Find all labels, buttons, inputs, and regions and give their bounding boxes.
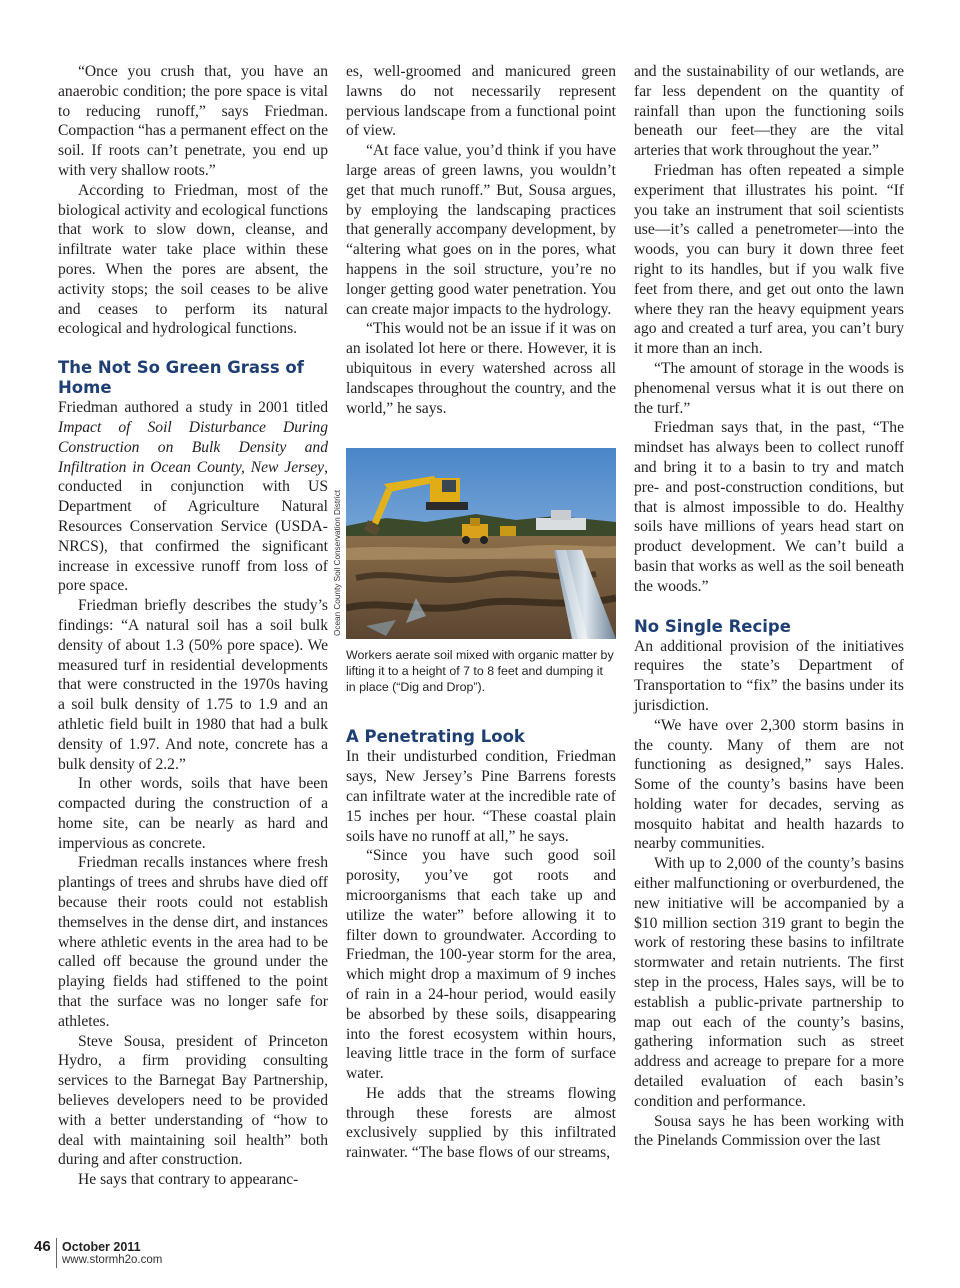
paragraph-study: [58, 398, 328, 596]
column-1: [58, 62, 328, 1190]
paragraph: “This would not be an issue if it was on an isolated lot here or there. However, it is ubiquitous in every watershed across all landscapes throughout the country, and the world,” he says.: [346, 320, 616, 417]
section-heading-not-so-green-grass: The Not So Green Grass of Home: [58, 358, 304, 398]
section-heading-no-single-recipe: No Single Recipe: [634, 616, 791, 636]
column-3: [634, 62, 904, 1151]
paragraph: Friedman recalls instances where fresh plantings of trees and shrubs have died off because their roots could not establish themselves in the dense dirt, and instances where athletic events in the area had to be called off because the ground under the playing fields had stiffened to the point that the surface was no longer safe for athletes.: [58, 854, 328, 1030]
paragraph: An additional provision of the initiatives requires the state’s Department of Transportation to “fix” the basins under its jurisdiction.: [634, 637, 904, 714]
figure: Ocean County Soil Conservation District: [346, 448, 616, 639]
paragraph: “Once you crush that, you have an anaerobic condition; the pore space is vital to reducing runoff,” says Friedman. Compaction “has a permanent effect on the soil. If roots can’t penetrate, you end up with very shallow roots.”: [58, 63, 328, 179]
page-number: 46: [34, 1238, 51, 1255]
paragraph: Sousa says he has been working with the Pinelands Commission over the last: [634, 1112, 904, 1150]
study-title: Impact of Soil Disturbance During Construction on Bulk Density and Infiltration in Ocean County, New Jersey: [58, 418, 328, 476]
paragraph: “We have over 2,300 storm basins in the county. Many of them are not functioning as designed,” says Hales. Some of the county’s basins have been holding water for decades, serving as mosquito habitat and health hazards to nearby communities.: [634, 716, 904, 853]
paragraph: In other words, soils that have been compacted during the construction of a home site, can be nearly as hard and impervious as concrete.: [58, 775, 328, 852]
text-run: Friedman authored a study in 2001 titled: [58, 399, 328, 417]
paragraph: He adds that the streams flowing through these forests are almost exclusively supplied by this infiltrated rainwater. “The base flows of our streams,: [346, 1084, 616, 1162]
website-link[interactable]: www.stormh2o.com: [62, 1254, 163, 1266]
paragraph: “Since you have such good soil porosity, you’ve got roots and microorganisms that each take up and utilize the water” before allowing it to filter down to groundwater. According to Friedman, the 100-year storm for the area, which might drop a maximum of 9 inches of rain in a 24-hour period, would easily be absorbed by these soils, disappearing into the forest ecosystem within hours, leaving little trace in the form of surface water.: [346, 847, 616, 1083]
paragraph: According to Friedman, most of the biological activity and ecological functions that work to slow down, cleanse, and infiltrate water take place within these pores. When the pores are absent, the activity stops; the soil ceases to be alive and ceases to perform its natural ecological and hydrological functions.: [58, 181, 328, 338]
paragraph: Friedman says that, in the past, “The mindset has always been to collect runoff and bring it to a basin to try and match pre- and post-construction conditions, but that is almost impossible to do. Healthy soils have millions of years head start on product development. We can’t build a basin that works as well as the soil beneath the woods.”: [634, 419, 904, 595]
column-2: [333, 62, 616, 1163]
footer-divider: [56, 1238, 57, 1268]
text-run: , conducted in conjunction with US Department of Agriculture Natural Resources Conservation Service (USDA-NRCS), that confirmed the significant increase in excessive runoff from loss of pore space.: [58, 458, 328, 595]
paragraph: He says that contrary to appearanc-: [78, 1171, 299, 1189]
paragraph: In their undisturbed condition, Friedman says, New Jersey’s Pine Barrens forests can infiltrate water at the incredible rate of 15 inches per hour. “These coastal plain soils have no runoff at all,” he says.: [346, 748, 616, 845]
paragraph: and the sustainability of our wetlands, are far less dependent on the quantity of rainfall than upon the functioning soils beneath our feet—they are the vital arteries that work throughout the year.”: [634, 63, 904, 160]
paragraph: Steve Sousa, president of Princeton Hydro, a firm providing consulting services to the Barnegat Bay Partnership, believes developers need to be provided with a better understanding of “how to deal with maintaining soil health” both during and after construction.: [58, 1032, 328, 1169]
paragraph: Friedman briefly describes the study’s findings: “A natural soil has a soil bulk density of about 1.3 (50% pore space). We measured turf in residential developments that were constructed in the 1970s having a soil bulk density of 1.75 to 1.9 and an athletic field built in 1980 that had a bulk density of 1.97. And note, concrete has a bulk density of 2.2.”: [58, 597, 328, 773]
paragraph: Friedman has often repeated a simple experiment that illustrates his point. “If you take an instrument that soil scientists use—it’s called a penetrometer—into the woods, you can bury it down three feet right to its handles, but if you walk five feet from there, and get out onto the lawn where they ran the heavy equipment years ago and created a turf area, you can’t bury it more than an inch.: [634, 161, 904, 358]
paragraph: es, well-groomed and manicured green lawns do not necessarily represent pervious landscape from a functional point of view.: [346, 63, 616, 140]
paragraph: “At face value, you’d think if you have large areas of green lawns, you wouldn’t get that much runoff.” But, Sousa argues, by employing the landscaping practices that generally accompany development, by “altering what goes on in the pores, what happens in the soil structure, you’re no longer getting good water penetration. You can create major impacts to the hydrology.: [346, 142, 616, 318]
paragraph: With up to 2,000 of the county’s basins either malfunctioning or overburdened, the new initiative will be accompanied by a $10 million section 319 grant to begin the work of restoring these basins to infiltrate stormwater and retain nutrients. The first step in the process, Hales says, will be to establish a public-private partnership to map out each of the county’s basins, gathering information such as street address and acreage to prepare for a more detailed evaluation of each basin’s condition and performance.: [634, 855, 904, 1110]
photo-excavation-site: [346, 448, 616, 639]
photo-caption: Workers aerate soil mixed with organic matter by lifting it to a height of 7 to 8 feet and dumping it in place (“Dig and Drop”).: [346, 648, 614, 695]
section-heading-penetrating-look: A Penetrating Look: [346, 727, 525, 747]
paragraph: “The amount of storage in the woods is phenomenal versus what it is out there on the turf.”: [634, 359, 904, 417]
issue-date: October 2011: [62, 1240, 141, 1254]
